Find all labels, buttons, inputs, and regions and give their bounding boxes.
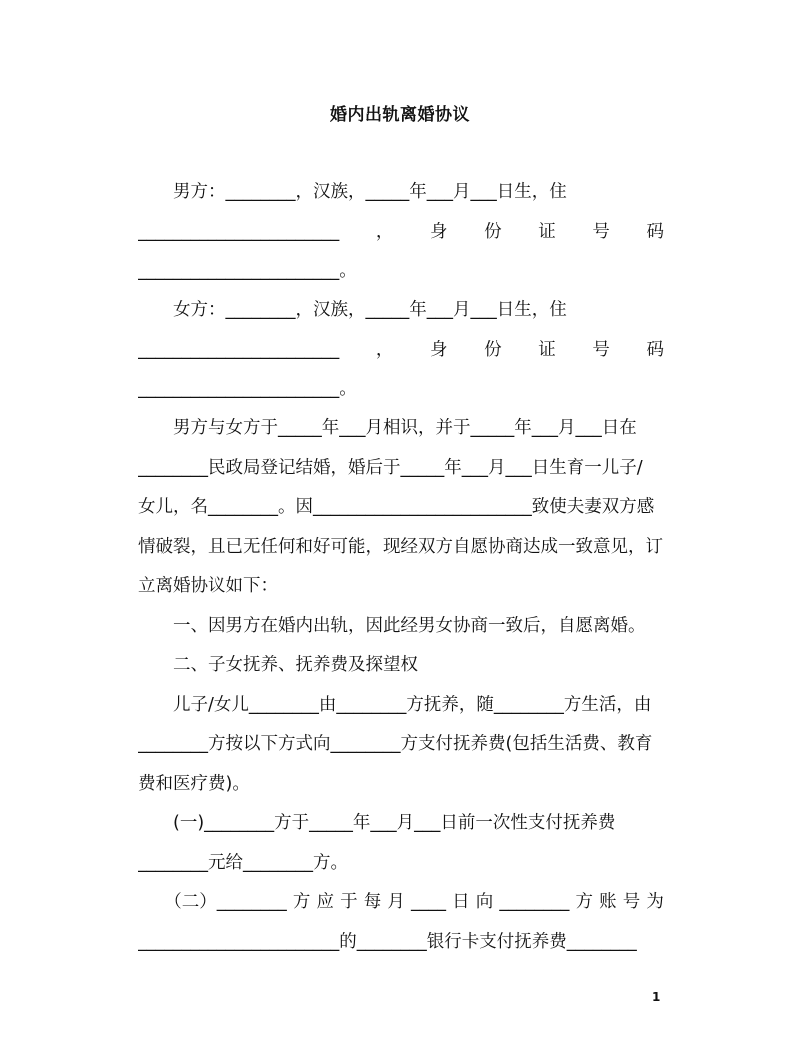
paragraph-line-justified — [138, 890, 664, 914]
page-number: 1 — [652, 990, 661, 1004]
paragraph-line: _______________________。 — [138, 379, 357, 399]
paragraph-line: 儿子/女儿________由________方抚养，随________方生活，由 — [138, 695, 652, 715]
paragraph-line: 一、因男方在婚内出轨，因此经男女协商一致后，自愿离婚。 — [138, 616, 646, 636]
paragraph-line-justified — [138, 220, 664, 244]
paragraph-line: 立离婚协议如下： — [138, 576, 278, 596]
text-segment: 月 — [387, 892, 405, 912]
text-segment: 号 — [592, 222, 610, 242]
text-segment: _______________________ — [138, 340, 340, 360]
text-segment: _______________________ — [138, 222, 340, 242]
paragraph-line: ________方按以下方式向________方支付抚养费(包括生活费、教育 — [138, 734, 653, 754]
paragraph-line-justified — [138, 338, 664, 362]
text-segment: 码 — [646, 340, 664, 360]
text-segment: 证 — [538, 340, 556, 360]
paragraph-line: 女儿，名________。因_________________________致使夫妻双方感 — [138, 497, 655, 517]
paragraph-line: 男方：________，汉族，_____年___月___日生，住 — [138, 182, 567, 202]
text-segment: 方 — [292, 892, 311, 912]
text-segment: 于 — [340, 892, 358, 912]
text-segment: 每 — [363, 892, 382, 912]
text-segment: 应 — [316, 892, 334, 912]
text-segment: 为 — [646, 892, 664, 912]
document-title: 婚内出轨离婚协议 — [330, 105, 470, 125]
text-segment: 账 — [599, 892, 617, 912]
paragraph-line: _______________________的________银行卡支付抚养费________ — [138, 932, 637, 952]
text-segment: （二）________ — [138, 892, 287, 912]
text-segment: 份 — [484, 340, 502, 360]
text-segment: 方 — [575, 892, 593, 912]
paragraph-line: 男方与女方于_____年___月相识，并于_____年___月___日在 — [138, 418, 637, 438]
text-segment: 号 — [622, 892, 641, 912]
text-segment: 日 — [452, 892, 470, 912]
text-segment: 身 — [430, 222, 448, 242]
paragraph-line: _______________________。 — [138, 261, 357, 281]
paragraph-line: 二、子女抚养、抚养费及探望权 — [138, 655, 418, 675]
text-segment: ________ — [499, 892, 570, 912]
paragraph-line: (一)________方于_____年___月___日前一次性支付抚养费 — [138, 813, 616, 833]
text-segment: 向 — [475, 892, 494, 912]
text-segment: 码 — [646, 222, 664, 242]
text-segment: ____ — [411, 892, 446, 912]
paragraph-line: 情破裂，且已无任何和好可能，现经双方自愿协商达成一致意见，订 — [138, 537, 663, 557]
paragraph-line: ________民政局登记结婚，婚后于_____年___月___日生育一儿子/ — [138, 458, 643, 478]
text-segment: 证 — [538, 222, 556, 242]
paragraph-line: ________元给________方。 — [138, 853, 348, 873]
paragraph-line: 费和医疗费)。 — [138, 774, 250, 794]
text-segment: 号 — [592, 340, 610, 360]
paragraph-line: 女方：________，汉族，_____年___月___日生，住 — [138, 300, 567, 320]
text-segment: ， — [375, 340, 394, 360]
text-segment: ， — [375, 222, 394, 242]
text-segment: 份 — [484, 222, 502, 242]
text-segment: 身 — [430, 340, 448, 360]
